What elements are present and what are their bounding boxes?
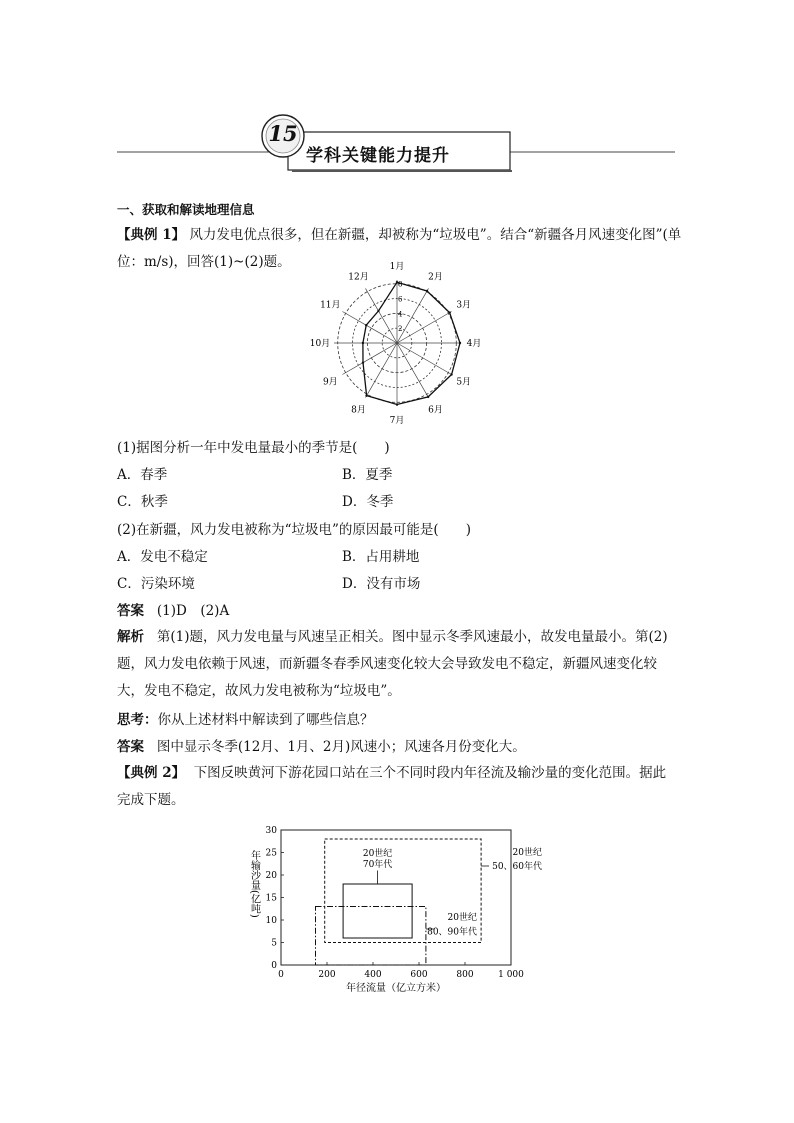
y-tick-label: 25: [265, 848, 277, 859]
radar-point: [365, 324, 367, 326]
x-tick-label: 0: [278, 970, 284, 980]
analysis-label: 解析: [117, 629, 144, 645]
example2-intro: [117, 760, 677, 814]
analysis-text: 第(1)题，风力发电量与风速呈正相关。图中显示冬季风速最小，故发电量最小。第(2)题，风力发电依赖于风速，而新疆冬春季风速变化较大会导致发电不稳定，新疆风速变化较大，发电不稳定，故风力发电被称为“垃圾电”。: [117, 629, 668, 699]
x-tick-label: 800: [456, 970, 474, 980]
series-label-line2: 50、60年代: [492, 862, 542, 872]
y-tick-label: 15: [265, 893, 277, 904]
radar-spoke: [342, 312, 397, 344]
radar-month-label: 9月: [322, 377, 338, 388]
radar-point: [427, 396, 429, 398]
radar-point: [450, 373, 452, 375]
header-graphic: [0, 100, 794, 180]
header-title: 学科关键能力提升: [306, 146, 450, 166]
radar-month-label: 3月: [456, 300, 472, 311]
radar-month-label: 1月: [389, 262, 405, 272]
radar-month-label: 6月: [428, 405, 443, 416]
y-tick-label: 5: [271, 938, 277, 949]
radar-point: [362, 361, 364, 363]
series-label-line1: 20世纪: [512, 847, 542, 858]
example2-intro-text: 下图反映黄河下游花园口站在三个不同时段内年径流及输沙量的变化范围。据此完成下题。: [117, 765, 667, 808]
q1-option-c: C．秋季: [117, 494, 168, 510]
answer2-label: 答案: [117, 739, 144, 755]
radar-point: [362, 342, 364, 344]
answer2-text: 图中显示冬季(12月、1月、2月)风速小；风速各月份变化大。: [156, 739, 526, 755]
answer-label: 答案: [117, 603, 144, 619]
radar-ring-label: 2: [398, 325, 403, 334]
example1-intro-line2: 位：m/s)，回答(1)~(2)题。: [117, 254, 291, 270]
q1-option-d: D．冬季: [342, 494, 394, 510]
q1-option-a: A．春季: [117, 467, 168, 483]
q2-option-b: B．占用耕地: [342, 549, 420, 565]
radar-month-label: 12月: [348, 272, 369, 283]
example1-intro-line1: [117, 225, 681, 245]
series-label-line1: 20世纪: [362, 849, 393, 860]
x-tick-label: 400: [364, 970, 382, 980]
radar-spoke: [366, 343, 398, 398]
answer-text: (1)D (2)A: [156, 603, 230, 619]
radar-month-label: 11月: [320, 300, 341, 311]
think-text: 你从上述材料中解读到了哪些信息？: [157, 712, 374, 728]
q2-option-c: C．污染环境: [117, 576, 195, 592]
think-line: [117, 710, 374, 730]
answer-line: [117, 601, 229, 621]
analysis-paragraph: [117, 624, 677, 705]
example2-tag: 【典例 2】: [117, 765, 186, 781]
x-axis-label: 年径流量（亿立方米）: [346, 983, 446, 994]
radar-point: [365, 394, 367, 396]
radar-spoke: [397, 312, 452, 344]
radar-point: [459, 342, 461, 344]
section-title: 一、获取和解读地理信息: [117, 202, 255, 217]
radar-month-label: 10月: [309, 339, 331, 349]
radar-ring-label: 4: [398, 310, 403, 319]
q2-option-d: D．没有市场: [342, 576, 421, 592]
answer2-line: [117, 737, 526, 757]
runoff-sediment-chart: [240, 820, 560, 1000]
example1-intro-text1: 风力发电优点很多，但在新疆，却被称为“垃圾电”。结合“新疆各月风速变化图”(单: [189, 227, 682, 243]
q1-stem: (1)据图分析一年中发电量最小的季节是( ): [117, 440, 390, 456]
radar-point: [448, 311, 450, 313]
radar-month-label: 5月: [456, 377, 472, 388]
y-tick-label: 10: [265, 916, 277, 926]
series-label-line2: 80、90年代: [427, 927, 477, 938]
example1-tag: 【典例 1】: [117, 227, 186, 243]
x-tick-label: 600: [410, 970, 428, 980]
x-tick-label: 1 000: [498, 970, 524, 980]
header-badge-number: 15: [268, 121, 298, 146]
radar-point: [377, 310, 379, 312]
radar-spoke: [366, 288, 398, 343]
y-axis-label: 年输沙量(亿吨): [248, 850, 260, 918]
q2-option-a: A．发电不稳定: [117, 549, 208, 565]
radar-point: [426, 290, 428, 292]
radar-point: [396, 403, 398, 405]
range-box-solid: [343, 884, 412, 938]
series-label-line1: 20世纪: [447, 913, 477, 923]
y-tick-label: 30: [265, 826, 277, 836]
wind-speed-radar-chart: [300, 262, 500, 428]
radar-month-label: 8月: [351, 405, 366, 416]
think-label: 思考：: [117, 712, 158, 728]
radar-month-label: 7月: [389, 416, 405, 426]
radar-month-label: 4月: [466, 339, 482, 349]
series-label-line2: 70年代: [362, 859, 393, 870]
range-box-dashdot: [316, 907, 426, 966]
radar-ring-label: 8: [398, 280, 403, 289]
radar-ring-label: 6: [398, 295, 403, 304]
y-tick-label: 0: [271, 961, 277, 971]
q1-option-b: B．夏季: [342, 467, 393, 483]
radar-month-label: 2月: [428, 272, 443, 283]
q2-stem: (2)在新疆，风力发电被称为“垃圾电”的原因最可能是( ): [117, 522, 471, 538]
radar-spoke: [397, 343, 452, 375]
y-tick-label: 20: [265, 871, 277, 881]
radar-spoke: [397, 343, 429, 398]
radar-spoke: [342, 343, 397, 375]
x-tick-label: 200: [318, 970, 336, 980]
